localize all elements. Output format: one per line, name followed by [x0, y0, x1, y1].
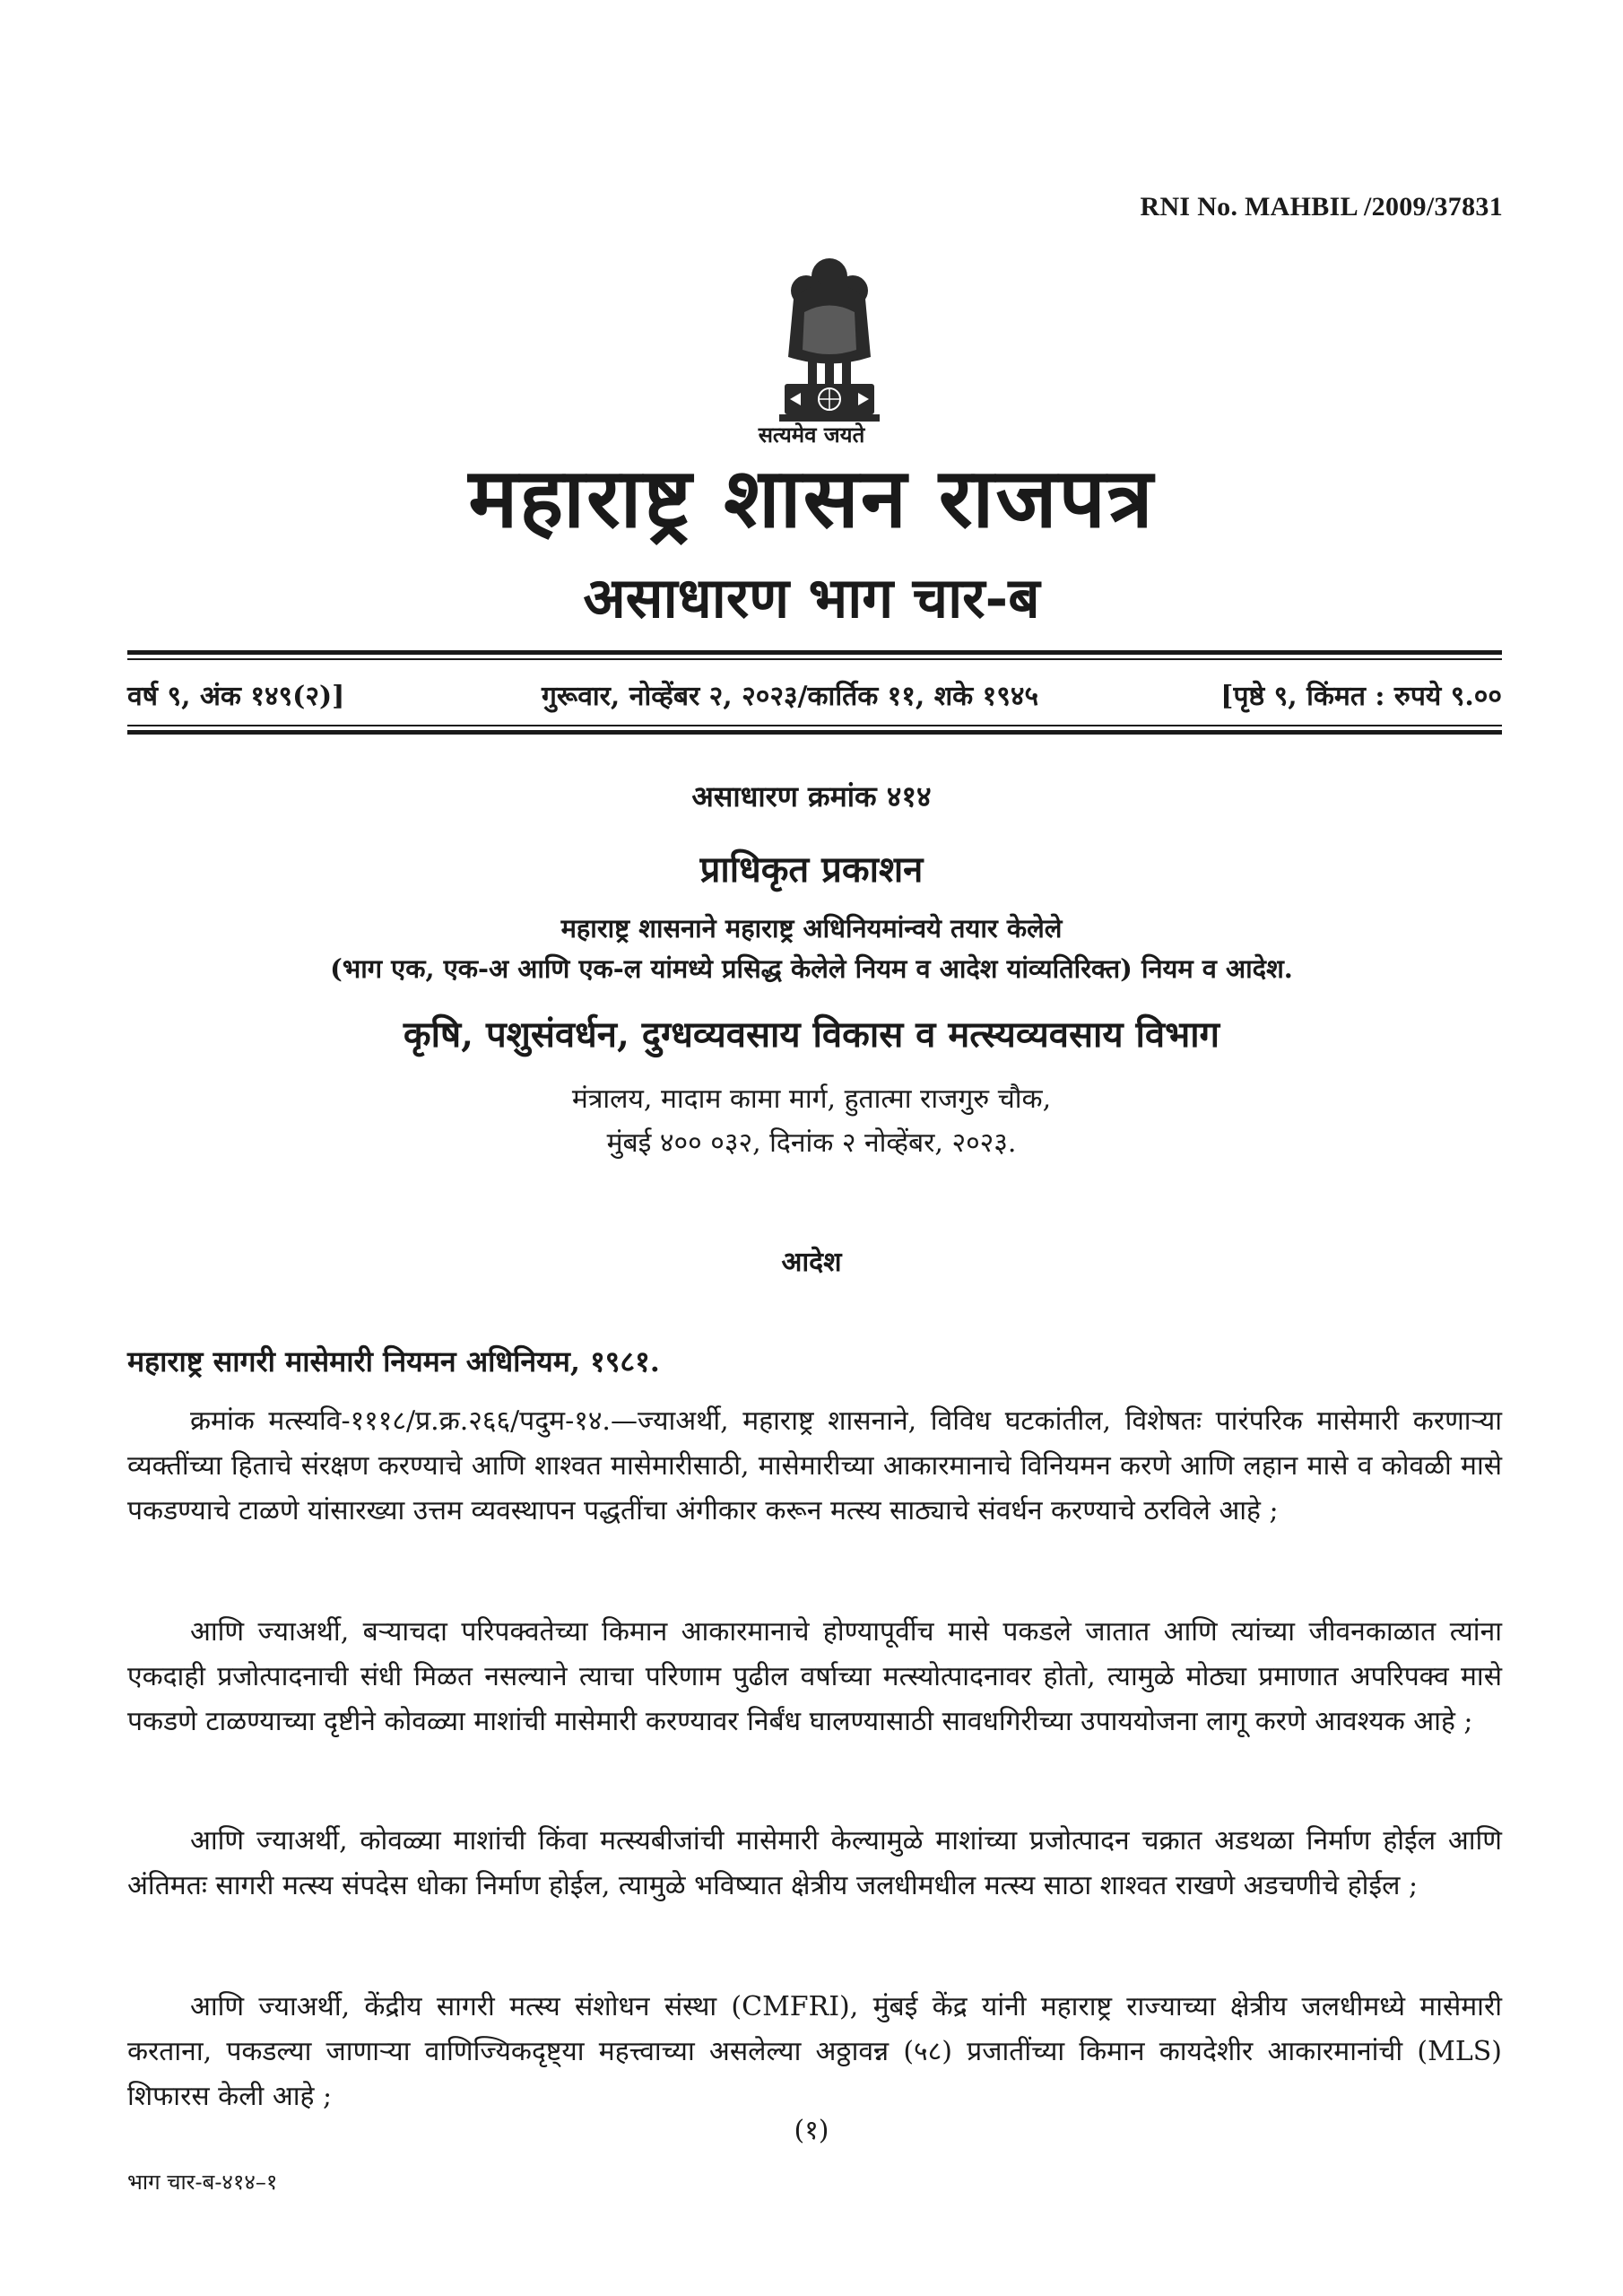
authorized-publication-heading: प्राधिकृत प्रकाशन	[699, 848, 924, 891]
header-rule-thick	[127, 650, 1502, 655]
order-paragraph: आणि ज्याअर्थी, केंद्रीय सागरी मत्स्य संशोधन संस्था (CMFRI), मुंबई केंद्र यांनी महाराष्ट्र राज्याच्या क्षेत्रीय जलधीमध्ये मासेमारी करताना, पकडल्या जाणाऱ्या वाणिज्यिकदृष्ट्या महत्त्वाच्या असलेल्या अठ्ठावन्न (५८) प्रजातींच्या किमान कायदेशीर आकारमानांची (MLS) शिफारस केली आहे ;	[127, 1991, 1502, 2112]
address-line-1: मंत्रालय, मादाम कामा मार्ग, हुतात्मा राजगुरु चौक,	[571, 1083, 1052, 1115]
pages-price: [पृष्ठे ९, किंमत : रुपये ९.००	[1220, 681, 1502, 712]
prepared-under-acts-line: महाराष्ट्र शासनाने महाराष्ट्र अधिनियमांन्वये तयार केलेले	[560, 913, 1063, 944]
order-paragraph: क्रमांक मत्स्यवि-१११८/प्र.क्र.२६६/पदुम-१४.—ज्याअर्थी, महाराष्ट्र शासनाने, विविध घटकांतील, विशेषतः पारंपरिक मासेमारी करणाऱ्या व्यक्तींच्या हिताचे संरक्षण करण्याचे आणि शाश्वत मासेमारीसाठी, मासेमारीच्या आकारमानाचे विनियमन करणे आणि लहान मासे व कोवळी मासे पकडण्याचे टाळणे यांसारख्या उत्तम व्यवस्थापन पद्धतींचा अंगीकार करून मत्स्य साठ्याचे संवर्धन करण्याचे ठरविले आहे ;	[127, 1405, 1502, 1526]
state-emblem-icon	[758, 249, 901, 447]
department-heading: कृषि, पशुसंवर्धन, दुग्धव्यवसाय विकास व मत्स्यव्यवसाय विभाग	[403, 1013, 1220, 1056]
page-number: (१)	[794, 2115, 829, 2146]
issue-meta-row	[127, 676, 1502, 716]
issue-date: गुरूवार, नोव्हेंबर २, २०२३/कार्तिक ११, शके १९४५	[542, 681, 1039, 712]
order-paragraph: आणि ज्याअर्थी, कोवळ्या माशांची किंवा मत्स्यबीजांची मासेमारी केल्यामुळे माशांच्या प्रजोत्पादन चक्रात अडथळा निर्माण होईल आणि अंतिमतः सागरी मत्स्य संपदेस धोका निर्माण होईल, त्यामुळे भविष्यात क्षेत्रीय जलधीमधील मत्स्य साठा शाश्वत राखणे अडचणीचे होईल ;	[127, 1825, 1502, 1901]
volume-issue: वर्ष ९, अंक १४९(२)]	[127, 681, 345, 712]
address-line-2: मुंबई ४०० ०३२, दिनांक २ नोव्हेंबर, २०२३.	[606, 1127, 1017, 1159]
header-rule-thin	[127, 658, 1502, 660]
extraordinary-number: असाधारण क्रमांक ४१४	[691, 779, 932, 813]
act-title: महाराष्ट्र सागरी मासेमारी नियमन अधिनियम, १९८१.	[127, 1344, 660, 1378]
order-heading: आदेश	[781, 1247, 842, 1278]
order-paragraph: आणि ज्याअर्थी, बऱ्याचदा परिपक्वतेच्या किमान आकारमानाचे होण्यापूर्वीच मासे पकडले जातात आणि त्यांच्या जीवनकाळात त्यांना एकदाही प्रजोत्पादनाची संधी मिळत नसल्याने त्याचा परिणाम पुढील वर्षाच्या मत्स्योत्पादनावर होतो, त्यामुळे मोठ्या प्रमाणात अपरिपक्व मासे पकडणे टाळण्याच्या दृष्टीने कोवळ्या माशांची मासेमारी करण्यावर निर्बंध घालण्यासाठी सावधगिरीच्या उपाययोजना लागू करणे आवश्यक आहे ;	[127, 1616, 1502, 1737]
exclusion-line: (भाग एक, एक-अ आणि एक-ल यांमध्ये प्रसिद्ध केलेले नियम व आदेश यांव्यतिरिक्त) नियम व आदेश.	[330, 953, 1293, 984]
meta-rule-thin	[127, 725, 1502, 726]
footer-reference: भाग चार-ब-४१४–१	[127, 2170, 278, 2195]
gazette-subtitle: असाधारण भाग चार-ब	[583, 565, 1040, 631]
meta-rule-thick	[127, 730, 1502, 735]
rni-number: RNI No. MAHBIL /2009/37831	[1140, 192, 1503, 222]
emblem-motto: सत्यमेव जयते	[758, 422, 865, 448]
gazette-title: महाराष्ट्र शासन राजपत्र	[468, 449, 1155, 546]
